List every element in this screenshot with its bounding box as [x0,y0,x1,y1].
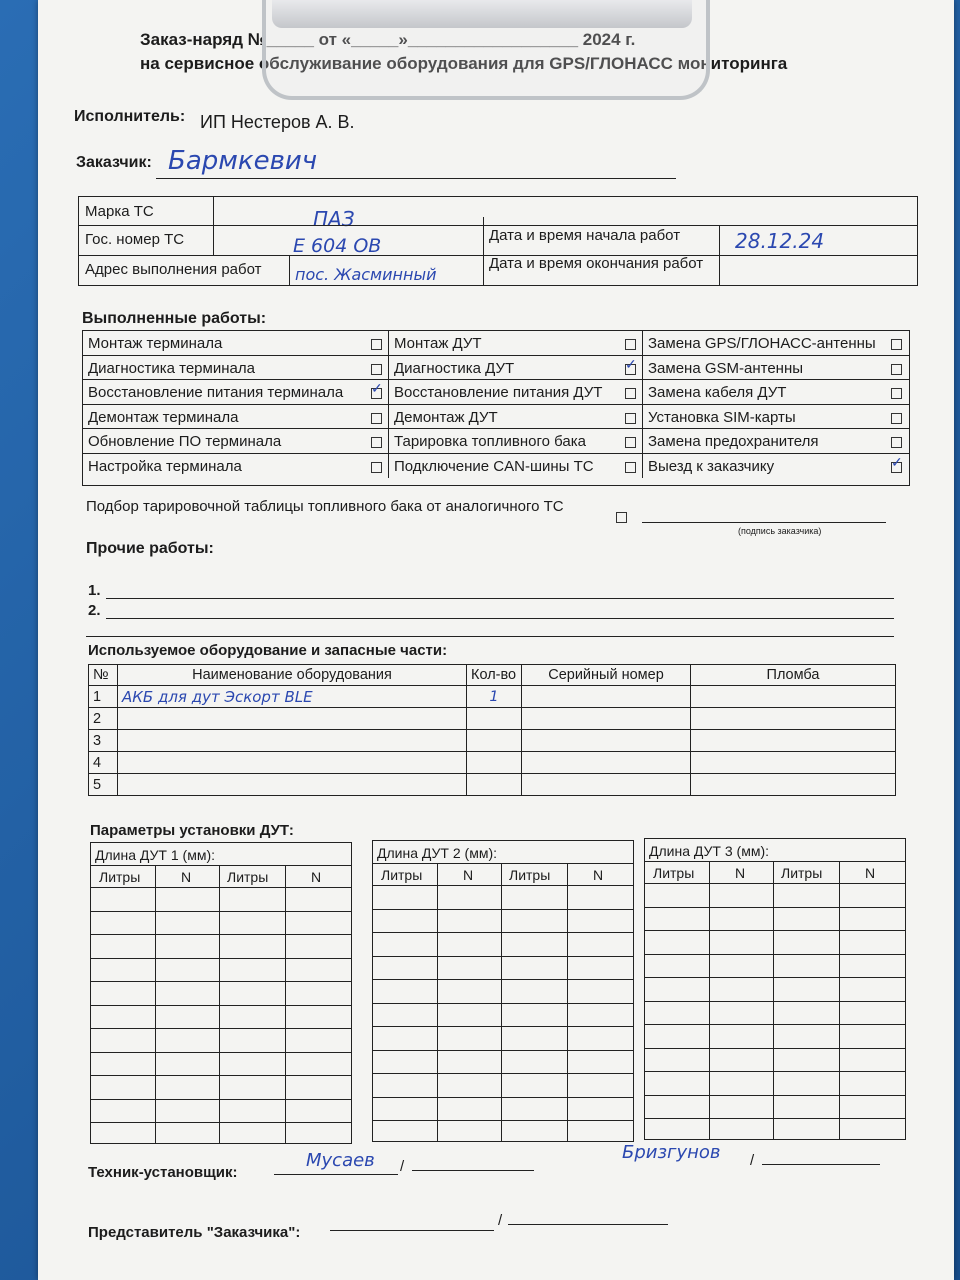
dut-col-header: N [463,867,474,883]
work-item-label: Диагностика ДУТ [394,359,515,377]
row-serial [522,686,691,708]
rep-name-line [508,1224,668,1225]
works-title: Выполненные работы: [82,310,267,327]
work-checkbox[interactable] [891,413,902,424]
rep-sig-line [330,1230,494,1231]
end-label: Дата и время окончания работ [489,255,704,272]
work-item-label: Подключение CAN-шины ТС [394,457,594,475]
work-item-label: Замена GSM-антенны [648,359,804,377]
work-checkbox[interactable] [891,437,902,448]
tech-sig-line-1 [274,1174,398,1175]
vehicle-table [78,196,918,286]
work-checkbox[interactable] [371,364,382,375]
other-item-1: 1. [88,582,101,599]
customer-line [156,178,676,179]
work-item [83,454,389,479]
work-item [643,331,909,356]
customer-label: Заказчик: [76,154,152,171]
work-item [643,356,909,381]
dut-col-header: Литры [381,867,423,883]
work-item [389,429,643,454]
dut-col-header: N [865,865,876,881]
work-item [643,405,909,430]
work-item [83,380,389,405]
work-checkbox[interactable] [371,462,382,473]
work-item [389,405,643,430]
col-number: № [89,665,118,686]
dut-col-header: N [311,869,322,885]
row-seal [691,708,896,730]
dut-col-header: N [735,865,746,881]
brand-label: Марка ТС [85,203,154,220]
dut-table-title: Длина ДУТ 2 (мм): [377,845,497,861]
work-item-label: Установка SIM-карты [648,408,796,426]
form-subtitle: на сервисное обслуживание оборудования для GPS/ГЛОНАСС мониторинга [140,54,788,73]
equipment-row [89,686,896,708]
dut-col-header: N [593,867,604,883]
work-item-label: Монтаж терминала [88,335,223,352]
work-item-label: Замена предохранителя [648,433,819,450]
tech-name-line-2 [762,1164,880,1165]
customer-value: Бармкевич [168,146,318,176]
other-item-2: 2. [88,602,101,619]
work-item [83,356,389,381]
dut-col-header: Литры [781,865,823,881]
row-qty: 1 [467,686,522,708]
dut-table [644,838,906,1140]
work-checkbox[interactable] [625,364,636,375]
calibration-checkbox[interactable] [616,512,627,523]
work-checkbox[interactable] [625,462,636,473]
tech-signature-1: Мусаев [306,1150,375,1171]
other-title: Прочие работы: [86,540,214,557]
start-value: 28.12.24 [735,229,825,253]
equipment-header-row [89,665,896,686]
row-qty [467,774,522,796]
work-checkbox[interactable] [625,413,636,424]
work-item-label: Тарировка топливного бака [394,433,586,450]
equipment-row [89,708,896,730]
row-number: 3 [89,730,118,752]
executor-value: ИП Нестеров А. В. [200,112,355,132]
work-item [643,454,909,479]
dut-col-header: Литры [227,869,269,885]
equipment-row [89,752,896,774]
executor-label: Исполнитель: [74,108,186,125]
tech-signature-2: Бризгунов [622,1142,721,1163]
row-serial [522,730,691,752]
work-checkbox[interactable] [371,413,382,424]
work-item [83,429,389,454]
row-serial [522,774,691,796]
col-name: Наименование оборудования [118,665,467,686]
row-serial [522,752,691,774]
dut-col-header: Литры [99,869,141,885]
work-item [389,454,643,479]
col-serial: Серийный номер [522,665,691,686]
row-number: 5 [89,774,118,796]
start-label: Дата и время начала работ [489,227,681,244]
row-number: 2 [89,708,118,730]
section-divider [86,636,894,637]
address-value: пос. Жасминный [295,265,437,284]
work-checkbox[interactable] [371,437,382,448]
row-name [118,730,467,752]
row-qty [467,708,522,730]
row-name [118,774,467,796]
work-item-label: Выезд к заказчику [648,457,775,475]
work-item [83,405,389,430]
work-item-label: Восстановление питания терминала [88,384,344,401]
work-item-label: Замена GPS/ГЛОНАСС-антенны [648,335,876,352]
address-label: Адрес выполнения работ [85,261,262,278]
dut-table-title: Длина ДУТ 3 (мм): [649,843,769,859]
work-checkbox[interactable] [371,388,382,399]
work-item-label: Обновление ПО терминала [88,433,282,450]
equipment-row [89,774,896,796]
brand-value: ПАЗ [313,207,355,231]
row-serial [522,708,691,730]
calibration-label: Подбор тарировочной таблицы топливного бака от аналогичного ТС [86,498,564,515]
row-qty [467,730,522,752]
dut-table-title: Длина ДУТ 1 (мм): [95,847,215,863]
tech-name-line-1 [412,1170,534,1171]
work-checkbox[interactable] [625,388,636,399]
signature-caption: (подпись заказчика) [738,526,822,536]
work-checkbox[interactable] [891,462,902,473]
dut-title: Параметры установки ДУТ: [90,822,294,839]
dut-col-header: N [181,869,192,885]
row-number: 1 [89,686,118,708]
work-checkbox[interactable] [891,339,902,350]
customer-signature-line [642,522,886,523]
work-checkbox[interactable] [625,437,636,448]
equipment-row [89,730,896,752]
dut-col-header: Литры [653,865,695,881]
plate-label: Гос. номер ТС [85,231,185,248]
col-seal: Пломба [691,665,896,686]
work-item [643,380,909,405]
work-item-label: Диагностика терминала [88,359,255,377]
dut-table [90,842,352,1144]
work-item-label: Замена кабеля ДУТ [648,384,787,401]
row-seal [691,686,896,708]
work-item [389,380,643,405]
row-name [118,708,467,730]
work-checkbox[interactable] [891,388,902,399]
row-name: АКБ для дут Эскорт BLE [118,686,467,708]
other-line-2 [106,618,894,619]
plate-value: Е 604 ОВ [293,235,382,257]
work-checkbox[interactable] [371,339,382,350]
work-checkbox[interactable] [625,339,636,350]
work-checkbox[interactable] [891,364,902,375]
clipboard-clip [262,0,710,100]
form-sheet: Заказ-наряд №_____ от «_____»__________________ 2024 г. на сервисное обслуживание оборудования для GPS/ГЛОНАСС мониторинга Исполнитель: ИП Нестеров А. В. Заказчик: Бармкевич Марка ТС ПАЗ Гос. номер ТС Е 604 ОВ Адрес выполнения работ пос. Жасминный Дата и время начала работ 28.12.24 Дата и время окончания работ Выполненные работы: Монтаж терминала Диагностика терминала Восстановление питания терминала ✓ Демонтаж терминала Обновление ПО терминала Настройка терминала Монтаж ДУТ Диагностика ДУТ ✓ Восстановление питания ДУТ Демонтаж ДУТ Тарировка топливного бака Подключение CAN-шины ТС Замена GPS/ГЛОНАСС-антенны Замена GSM-антенны Замена кабеля ДУТ Установка SIM-карты Замена предохранителя Выезд к заказчику ✓ Подбор тарировочной таблицы топливного бака от аналогичного ТС (подпись заказчика) Прочие работы: 1. 2. Используемое оборудование и запасные части: № Наименование оборудования Кол-во Серийный номер Пломба 1 АКБ для дут Эскорт BLE 1 2 3 4 5 Параметры установки ДУТ: Техник-установщик: Мусаев / Бризгунов / Представитель "Заказчика": / Длина ДУТ 1 (мм): Литры N Литры N Длина ДУТ 2 (мм): Литры N Литры N Длина ДУТ 3 (мм): Литры N Литры N [38,0,954,1280]
work-item [389,331,643,356]
row-name [118,752,467,774]
tech-label: Техник-установщик: [88,1164,238,1181]
work-item-label: Демонтаж ДУТ [394,408,498,426]
equipment-table [88,664,896,796]
row-seal [691,774,896,796]
equipment-title: Используемое оборудование и запасные части: [88,642,448,659]
form-title: Заказ-наряд №_____ от «_____»__________________ 2024 г. [140,30,636,49]
row-qty [467,752,522,774]
row-seal [691,730,896,752]
work-item-label: Монтаж ДУТ [394,335,482,352]
col-qty: Кол-во [467,665,522,686]
works-table [82,330,910,486]
work-item [643,429,909,454]
row-seal [691,752,896,774]
dut-table [372,840,634,1142]
rep-label: Представитель "Заказчика": [88,1224,301,1241]
dut-col-header: Литры [509,867,551,883]
work-item-label: Демонтаж терминала [88,408,239,426]
other-line-1 [106,598,894,599]
work-item-label: Восстановление питания ДУТ [394,384,603,401]
work-item [389,356,643,381]
work-item [83,331,389,356]
work-item-label: Настройка терминала [88,457,242,475]
row-number: 4 [89,752,118,774]
